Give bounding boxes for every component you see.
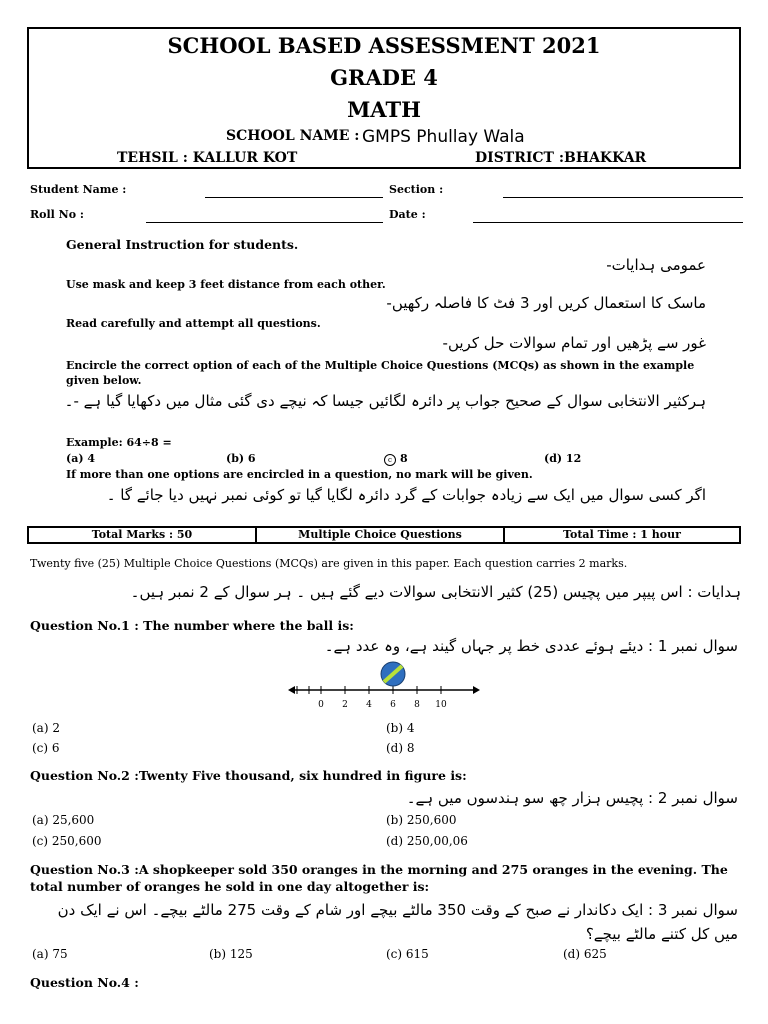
example-option-c: 8 [400, 452, 408, 465]
instruction-2: Read carefully and attempt all questions. [66, 317, 321, 330]
grade-title: GRADE 4 [330, 65, 438, 90]
example-option-a: (a) 4 [66, 452, 96, 465]
q1-option-d[interactable]: (d) 8 [386, 741, 415, 755]
q1-option-c[interactable]: (c) 6 [32, 741, 60, 755]
school-name-label: SCHOOL NAME : [226, 128, 360, 144]
mcq-cell: Multiple Choice Questions [257, 526, 505, 544]
roll-no-field[interactable] [146, 222, 383, 223]
q2-option-c[interactable]: (c) 250,600 [32, 834, 102, 848]
section-field[interactable] [503, 197, 743, 198]
q3-option-a[interactable]: (a) 75 [32, 947, 68, 961]
question-3-urdu: سوال نمبر 3 : ایک دکاندار نے صبح کے وقت 350 مالٹے بیچے اور شام کے وقت 275 مالٹے بیچے۔ اس نے ایک دن میں کل کتنے مالٹے بیچے؟ [57, 901, 738, 943]
number-line-tick-label: 8 [414, 700, 420, 710]
number-line-tick-label: 4 [366, 700, 372, 710]
number-line-tick-label: 6 [390, 700, 396, 710]
exam-title: SCHOOL BASED ASSESSMENT 2021 [167, 33, 601, 58]
student-name-field[interactable] [205, 197, 383, 198]
instruction-3: Encircle the correct option of each of the Multiple Choice Questions (MCQs) as shown in the example given below. [66, 359, 695, 387]
number-line-right-arrow [473, 686, 480, 694]
section-label: Section : [389, 183, 444, 196]
instructions-heading-urdu: عمومی ہدایات- [606, 256, 706, 274]
total-time-cell: Total Time : 1 hour [505, 526, 741, 544]
instruction-1-urdu: ماسک کا استعمال کریں اور 3 فٹ کا فاصلہ رکھیں- [386, 294, 706, 312]
q1-option-a[interactable]: (a) 2 [32, 721, 60, 735]
ball-icon [381, 662, 405, 686]
example-option-d: (d) 12 [544, 452, 582, 465]
instructions-heading: General Instruction for students. [66, 237, 299, 252]
student-name-label: Student Name : [30, 183, 127, 196]
instruction-2-urdu: غور سے پڑھیں اور تمام سوالات حل کریں- [442, 334, 706, 352]
total-marks-cell: Total Marks : 50 [27, 526, 257, 544]
paper-intro-urdu: ہدایات : اس پیپر میں پچیس (25) کثیر الانتخابی سوالات دیے گئے ہیں ۔ ہر سوال کے 2 نمبر ہیں۔ [130, 583, 741, 601]
date-label: Date : [389, 208, 426, 221]
question-2-urdu: سوال نمبر 2 : پچیس ہزار چھ سو ہندسوں میں ہے۔ [406, 789, 738, 807]
question-4-text: Question No.4 : [30, 975, 139, 990]
q3-option-c[interactable]: (c) 615 [386, 947, 429, 961]
q1-option-b[interactable]: (b) 4 [386, 721, 415, 735]
instruction-3-urdu: ہرکثیر الانتخابی سوال کے صحیح جواب پر دائرہ لگائیں جیسا کہ نیچے دی گئی مثال میں دکھایا گیا ہے -۔ [64, 392, 706, 410]
subject-title: MATH [347, 97, 421, 122]
example-circle: c [384, 454, 396, 466]
date-field[interactable] [473, 222, 743, 223]
number-line-tick-label: 10 [435, 700, 447, 710]
instruction-1: Use mask and keep 3 feet distance from each other. [66, 278, 386, 291]
number-line-tick-label: 0 [318, 700, 324, 710]
number-line-left-arrow [288, 686, 295, 694]
question-1-urdu: سوال نمبر 1 : دیئے ہوئے عددی خط پر جہاں گیند ہے، وہ عدد ہے۔ [324, 637, 738, 655]
question-1-text: Question No.1 : The number where the ball is: [30, 618, 354, 633]
question-2-text: Question No.2 :Twenty Five thousand, six hundred in figure is: [30, 768, 467, 783]
question-3-text: Question No.3 :A shopkeeper sold 350 oranges in the morning and 275 oranges in the evening. The total number of oranges he sold in one day altogether is: [30, 862, 728, 894]
number-line [288, 660, 480, 710]
district-label: DISTRICT :BHAKKAR [475, 150, 647, 166]
q3-option-d[interactable]: (d) 625 [563, 947, 607, 961]
header-box [27, 27, 741, 169]
roll-no-label: Roll No : [30, 208, 84, 221]
instruction-4: If more than one options are encircled in a question, no mark will be given. [66, 468, 533, 481]
school-name-value: GMPS Phullay Wala [362, 127, 525, 147]
example-option-b: (b) 6 [226, 452, 256, 465]
example-question: Example: 64÷8 = [66, 436, 172, 449]
q2-option-a[interactable]: (a) 25,600 [32, 813, 95, 827]
q3-option-b[interactable]: (b) 125 [209, 947, 253, 961]
q2-option-b[interactable]: (b) 250,600 [386, 813, 457, 827]
number-line-tick-label: 2 [342, 700, 348, 710]
paper-intro: Twenty five (25) Multiple Choice Questions (MCQs) are given in this paper. Each question carries 2 marks. [30, 557, 628, 570]
tehsil-label: TEHSIL : KALLUR KOT [117, 150, 298, 166]
instruction-4-urdu: اگر کسی سوال میں ایک سے زیادہ جوابات کے گرد دائرہ لگایا گیا تو کوئی نمبر نہیں دیا جائے گا ۔ [106, 486, 706, 504]
q2-option-d[interactable]: (d) 250,00,06 [386, 834, 468, 848]
